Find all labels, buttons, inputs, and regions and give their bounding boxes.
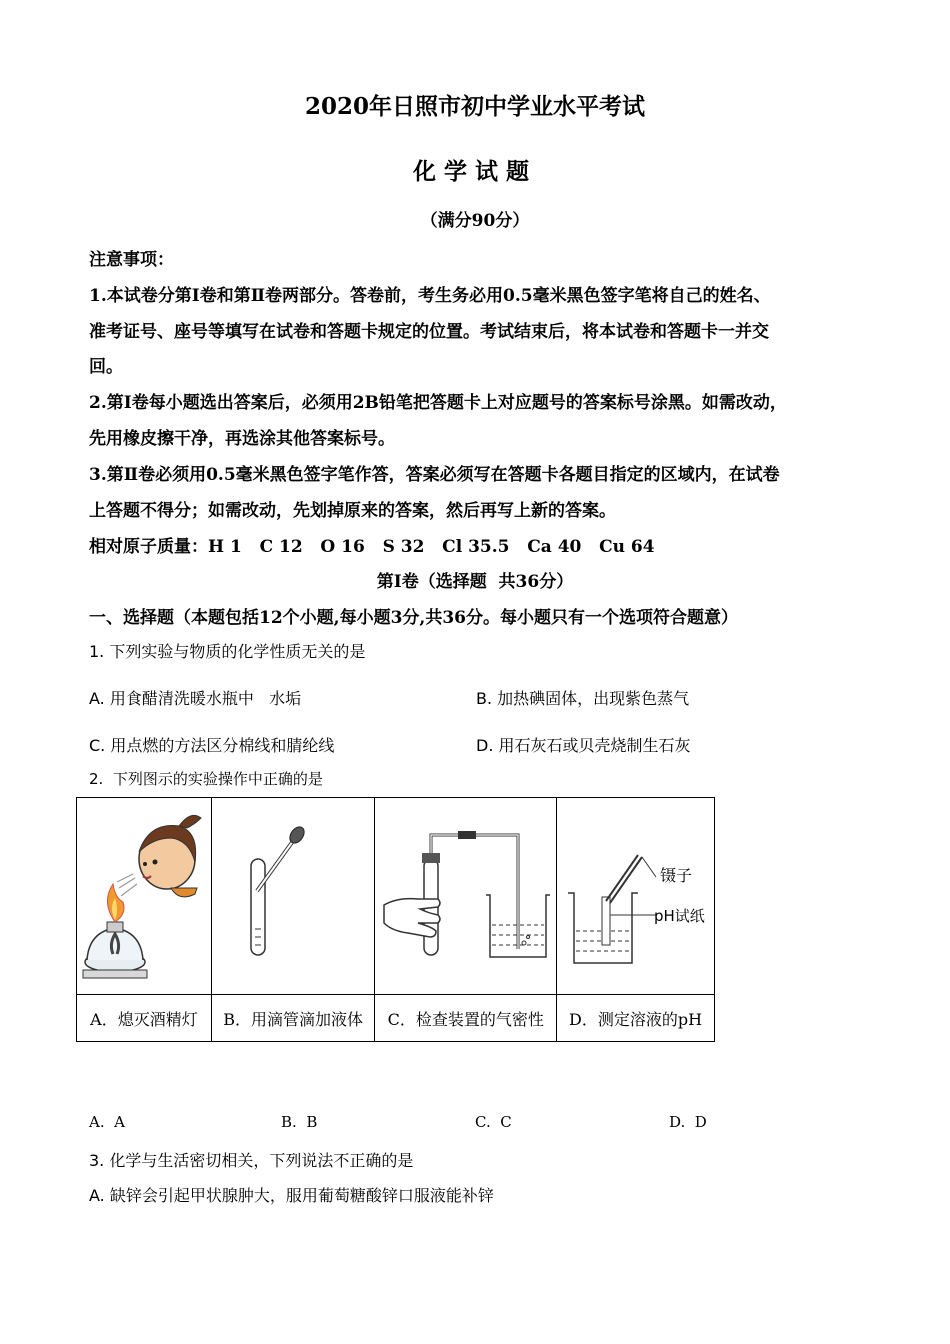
question-2-option-b[interactable]: B. B <box>281 1113 318 1131</box>
figure-a-extinguish-lamp <box>77 798 212 995</box>
exam-title: 2020年日照市初中学业水平考试 <box>304 93 645 120</box>
question-2-option-d[interactable]: D. D <box>669 1113 707 1131</box>
notice-line: 回。 <box>89 357 123 377</box>
tweezers-label: 镊子 <box>659 866 692 885</box>
notice-line: 准考证号、座号等填写在试卷和答题卡规定的位置。考试结束后，将本试卷和答题卡一并交 <box>89 322 769 342</box>
question-2-figure-table <box>76 797 715 1042</box>
ph-test-illustration <box>560 819 712 969</box>
question-2-option-a[interactable]: A. A <box>89 1113 125 1131</box>
blowing-lamp-illustration <box>79 804 209 984</box>
section-instructions: 一、选择题（本题包括12个小题,每小题3分,共36分。每小题只有一个选项符合题意） <box>89 608 738 628</box>
caption-a: A．熄灭酒精灯 <box>77 995 212 1042</box>
notice-heading: 注意事项： <box>89 250 174 270</box>
caption-b: B．用滴管滴加液体 <box>211 995 374 1042</box>
question-1-stem: 1. 下列实验与物质的化学性质无关的是 <box>89 642 366 661</box>
question-1-option-a[interactable]: A. 用食醋清洗暖水瓶中 水垢 <box>89 689 302 708</box>
question-1-option-c[interactable]: C. 用点燃的方法区分棉线和腈纶线 <box>89 736 335 755</box>
section-title: 第Ⅰ卷（选择题 共36分） <box>376 572 574 592</box>
question-1-option-d[interactable]: D. 用石灰石或贝壳烧制生石灰 <box>476 736 691 755</box>
ph-paper-label: pH试纸 <box>653 907 705 925</box>
notice-line: 2.第Ⅰ卷每小题选出答案后，必须用2B铅笔把答题卡上对应题号的答案标号涂黑。如需改动， <box>89 393 787 413</box>
figure-d-ph-test <box>557 798 715 995</box>
airtightness-illustration <box>378 819 554 969</box>
atomic-mass-line: 相对原子质量：H 1 C 12 O 16 S 32 Cl 35.5 Ca 40 Cu 64 <box>89 537 655 557</box>
full-score: （满分90分） <box>420 211 530 231</box>
figure-b-dropper <box>211 798 374 995</box>
question-2-option-c[interactable]: C. C <box>475 1113 512 1131</box>
notice-line: 1.本试卷分第Ⅰ卷和第Ⅱ卷两部分。答卷前，考生务必用0.5毫米黑色签字笔将自己的姓名、 <box>89 286 771 306</box>
question-2-stem: 2. 下列图示的实验操作中正确的是 <box>89 770 323 788</box>
notice-line: 上答题不得分；如需改动，先划掉原来的答案，然后再写上新的答案。 <box>89 501 616 521</box>
caption-d: D．测定溶液的pH <box>557 995 715 1042</box>
question-3-stem: 3. 化学与生活密切相关，下列说法不正确的是 <box>89 1151 414 1170</box>
dropper-test-tube-illustration <box>233 819 353 969</box>
notice-line: 3.第Ⅱ卷必须用0.5毫米黑色签字笔作答，答案必须写在答题卡各题目指定的区域内，在试卷 <box>89 465 780 485</box>
question-1-option-b[interactable]: B. 加热碘固体，出现紫色蒸气 <box>476 689 690 708</box>
exam-subtitle: 化学试题 <box>413 158 537 185</box>
notice-line: 先用橡皮擦干净，再选涂其他答案标号。 <box>89 429 395 449</box>
caption-c: C．检查装置的气密性 <box>375 995 557 1042</box>
figure-c-airtightness <box>375 798 557 995</box>
question-3-option-a[interactable]: A. 缺锌会引起甲状腺肿大，服用葡萄糖酸锌口服液能补锌 <box>89 1186 494 1205</box>
